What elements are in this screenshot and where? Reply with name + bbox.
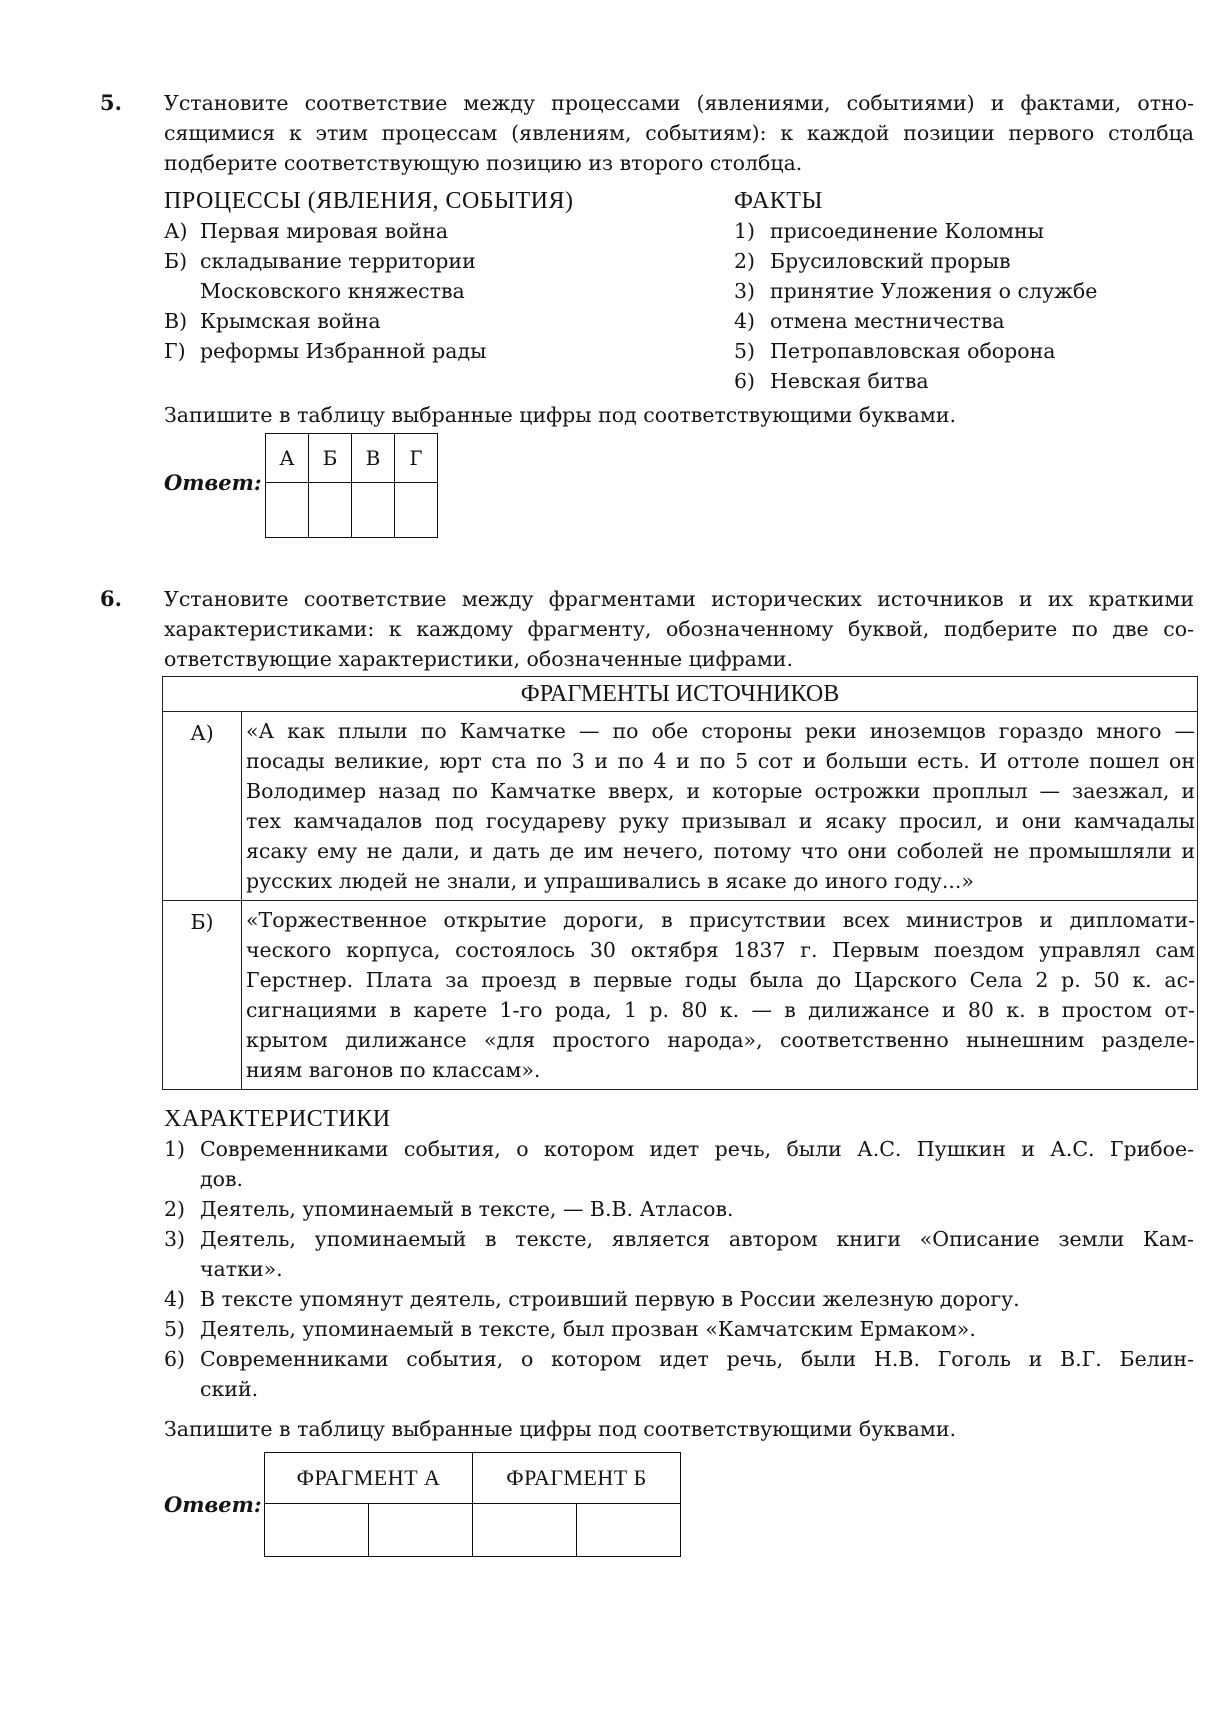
item-mark: Г) xyxy=(164,339,186,363)
item-mark: 2) xyxy=(734,249,756,273)
fact-item xyxy=(734,216,1097,246)
item-line: Деятель, упоминаемый в тексте, — В.В. Атласов. xyxy=(200,1197,734,1221)
answer-cell-b1[interactable] xyxy=(473,1504,577,1557)
item-line: ский. xyxy=(200,1377,259,1401)
task-number: 6. xyxy=(100,586,122,611)
item-text xyxy=(200,1284,1194,1314)
answer-cell-b2[interactable] xyxy=(577,1504,681,1557)
answer-label: Ответ: xyxy=(164,470,262,495)
intro-line: характеристиками: к каждому фрагменту, обозначенному буквой, подберите по две со- xyxy=(164,617,1194,641)
fragment-text xyxy=(242,712,1198,901)
answer-header-v: В xyxy=(352,434,395,483)
item-line: Деятель, упоминаемый в тексте, был прозван «Камчатским Ермаком». xyxy=(200,1317,976,1341)
answer-header-a: А xyxy=(266,434,309,483)
fragment-line: русских людей не знали, и упрашивались в ясаке до иного году...» xyxy=(246,869,974,893)
answer-cell-a1[interactable] xyxy=(265,1504,369,1557)
intro-line: сящимися к этим процессам (явлениям, событиям): к каждой позиции первого столбца xyxy=(164,121,1194,145)
item-line: Современниками события, о котором идет речь, были А.С. Пушкин и А.С. Грибое- xyxy=(200,1137,1194,1161)
fragment-row xyxy=(163,901,1198,1090)
fragment-line: ясаку ему не дали, и дать де им нечего, потому что они соболей не промышляли и xyxy=(246,839,1195,863)
fragment-line: Герстнер. Плата за проезд в первые годы была до Царского Села 2 р. 50 к. ас- xyxy=(246,968,1195,992)
task-number: 5. xyxy=(100,90,122,115)
sources-table xyxy=(162,676,1198,1090)
intro-line: Установите соответствие между процессами (явлениями, событиями) и фактами, отно- xyxy=(164,91,1194,115)
fact-item xyxy=(734,306,1097,336)
fact-item xyxy=(734,336,1097,366)
fragment-line: ческого корпуса, состоялось 30 октября 1837 г. Первым поездом управлял сам xyxy=(246,938,1195,962)
fragment-line: «Торжественное открытие дороги, в присутствии всех министров и дипломати- xyxy=(246,908,1195,932)
characteristic-item xyxy=(164,1194,1194,1224)
fact-item xyxy=(734,276,1097,306)
answer-table-6 xyxy=(264,1452,681,1557)
fragment-row xyxy=(163,712,1198,901)
sources-table-heading: ФРАГМЕНТЫ ИСТОЧНИКОВ xyxy=(163,677,1198,712)
item-text xyxy=(200,1344,1194,1404)
item-mark: 6) xyxy=(164,1347,186,1371)
characteristics-heading: ХАРАКТЕРИСТИКИ xyxy=(164,1106,391,1132)
characteristic-item xyxy=(164,1344,1194,1404)
answer-header-fragment-a: ФРАГМЕНТ А xyxy=(265,1453,473,1504)
characteristic-item xyxy=(164,1224,1194,1284)
item-text: Невская битва xyxy=(770,369,929,393)
process-item xyxy=(164,246,574,276)
item-mark: 1) xyxy=(164,1137,186,1161)
facts-heading: ФАКТЫ xyxy=(734,188,823,214)
item-mark: 4) xyxy=(164,1287,186,1311)
item-line: Современниками события, о котором идет речь, были Н.В. Гоголь и В.Г. Белин- xyxy=(200,1347,1194,1371)
fragment-line: ниям вагонов по классам». xyxy=(246,1058,541,1082)
item-text xyxy=(200,1224,1194,1284)
item-mark: А) xyxy=(164,219,188,243)
item-text: Петропавловская оборона xyxy=(770,339,1056,363)
item-mark: 2) xyxy=(164,1197,186,1221)
fragment-letter: А) xyxy=(163,712,242,901)
item-mark: 1) xyxy=(734,219,756,243)
fragment-text xyxy=(242,901,1198,1090)
facts-column xyxy=(734,186,1097,396)
processes-column xyxy=(164,186,574,366)
answer-cell-a[interactable] xyxy=(266,483,309,538)
intro-line: Установите соответствие между фрагментами исторических источников и их краткими xyxy=(164,587,1194,611)
item-mark: В) xyxy=(164,309,188,333)
characteristic-item xyxy=(164,1134,1194,1194)
answer-header-g: Г xyxy=(395,434,438,483)
characteristics xyxy=(164,1104,1194,1404)
item-text: Первая мировая война xyxy=(200,219,449,243)
item-mark: Б) xyxy=(164,249,188,273)
item-line: дов. xyxy=(200,1167,244,1191)
item-mark: 6) xyxy=(734,369,756,393)
item-mark xyxy=(164,276,200,306)
fragment-line: «А как плыли по Камчатке — по обе стороны реки иноземцов гораздо много — xyxy=(246,719,1195,743)
task-5-intro xyxy=(164,88,1194,178)
intro-line: подберите соответствующую позицию из второго столбца. xyxy=(164,151,803,175)
task-6-instruction: Запишите в таблицу выбранные цифры под соответствующими буквами. xyxy=(164,1417,957,1441)
fragment-letter: Б) xyxy=(163,901,242,1090)
item-text: складывание территории xyxy=(200,249,476,273)
item-text: Крымская война xyxy=(200,309,381,333)
fragment-line: Володимер назад по Камчатке вверх, и которые острожки проплыл — заезжал, и xyxy=(246,779,1195,803)
item-mark: 4) xyxy=(734,309,756,333)
item-mark: 5) xyxy=(164,1317,186,1341)
item-mark: 3) xyxy=(164,1227,186,1251)
item-text: Московского княжества xyxy=(200,279,465,303)
answer-header-b: Б xyxy=(309,434,352,483)
item-text: Брусиловский прорыв xyxy=(770,249,1011,273)
intro-line: ответствующие характеристики, обозначенные цифрами. xyxy=(164,647,793,671)
item-mark: 3) xyxy=(734,279,756,303)
answer-cell-b[interactable] xyxy=(309,483,352,538)
answer-header-fragment-b: ФРАГМЕНТ Б xyxy=(473,1453,681,1504)
processes-heading: ПРОЦЕССЫ (ЯВЛЕНИЯ, СОБЫТИЯ) xyxy=(164,188,574,214)
item-text: реформы Избранной рады xyxy=(200,339,487,363)
answer-cell-v[interactable] xyxy=(352,483,395,538)
process-item xyxy=(164,306,574,336)
item-text: присоединение Коломны xyxy=(770,219,1044,243)
characteristic-item xyxy=(164,1284,1194,1314)
answer-cell-a2[interactable] xyxy=(369,1504,473,1557)
item-text xyxy=(200,1314,1194,1344)
item-mark: 5) xyxy=(734,339,756,363)
item-line: В тексте упомянут деятель, строивший первую в России железную дорогу. xyxy=(200,1287,1020,1311)
item-text xyxy=(200,1134,1194,1194)
fragment-line: тех камчадалов под государеву руку призывал и ясаку просил, и они камчадалы xyxy=(246,809,1195,833)
fragment-line: посады великие, юрт ста по 3 и по 4 и по 5 сот и больши есть. И оттоле пошел он xyxy=(246,749,1195,773)
item-line: Деятель, упоминаемый в тексте, является автором книги «Описание земли Кам- xyxy=(200,1227,1194,1251)
item-text: принятие Уложения о службе xyxy=(770,279,1098,303)
item-line: чатки». xyxy=(200,1257,283,1281)
answer-cell-g[interactable] xyxy=(395,483,438,538)
item-text: отмена местничества xyxy=(770,309,1005,333)
fragment-line: сигнациями в карете 1-го рода, 1 р. 80 к. — в дилижансе и 80 к. в простом от- xyxy=(246,998,1195,1022)
answer-label: Ответ: xyxy=(164,1492,262,1517)
process-item xyxy=(164,276,574,306)
answer-table-5 xyxy=(265,433,438,538)
item-text xyxy=(200,1194,1194,1224)
characteristic-item xyxy=(164,1314,1194,1344)
task-5-instruction: Запишите в таблицу выбранные цифры под соответствующими буквами. xyxy=(164,403,957,427)
process-item xyxy=(164,216,574,246)
fragment-line: крытом дилижансе «для простого народа», соответственно нынешним разделе- xyxy=(246,1028,1195,1052)
fact-item xyxy=(734,246,1097,276)
process-item xyxy=(164,336,574,366)
task-6-intro xyxy=(164,584,1194,674)
fact-item xyxy=(734,366,1097,396)
